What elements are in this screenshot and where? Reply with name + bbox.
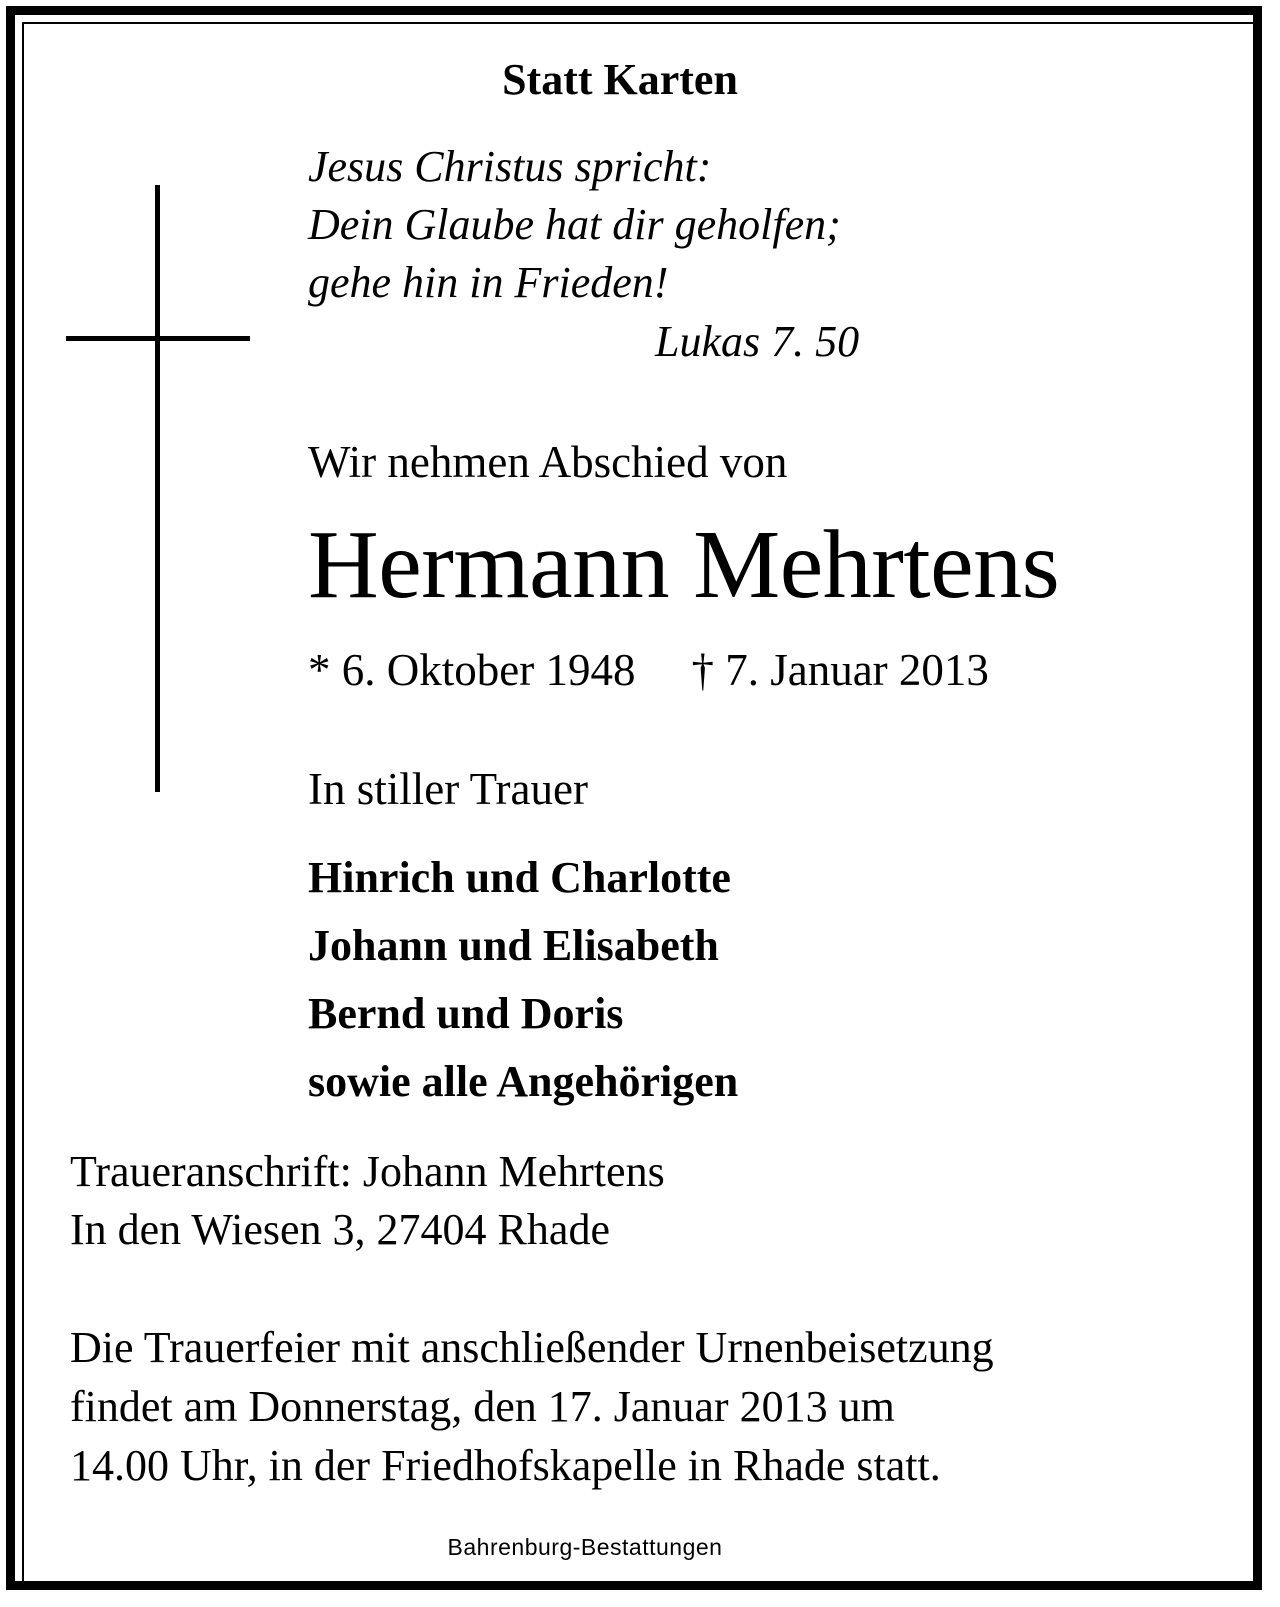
service-line: Die Trauerfeier mit anschließender Urnenbeisetzung (70, 1323, 994, 1372)
verse-line: Dein Glaube hat dir geholfen; (308, 200, 841, 249)
mourner-item: Bernd und Doris (308, 989, 624, 1038)
life-dates (308, 645, 989, 695)
cross-vertical-bar (155, 185, 160, 792)
verse-reference: Lukas 7. 50 (655, 317, 860, 366)
mourning-line: In stiller Trauer (308, 764, 588, 814)
birth-date: * 6. Oktober 1948 (308, 645, 636, 695)
verse-line: gehe hin in Frieden! (308, 258, 669, 307)
cross-horizontal-bar (66, 336, 250, 341)
address-line: Traueranschrift: Johann Mehrtens (70, 1147, 665, 1196)
death-date: † 7. Januar 2013 (691, 645, 989, 695)
verse-line: Jesus Christus spricht: (308, 142, 712, 191)
service-line: findet am Donnerstag, den 17. Januar 2013 um (70, 1382, 895, 1431)
notice-header: Statt Karten (502, 55, 738, 104)
farewell-intro: Wir nehmen Abschied von (308, 437, 788, 487)
service-line: 14.00 Uhr, in der Friedhofskapelle in Rhade statt. (70, 1441, 941, 1490)
funeral-home-credit: Bahrenburg-Bestattungen (447, 1534, 723, 1560)
mourner-item: Johann und Elisabeth (308, 921, 719, 970)
deceased-name: Hermann Mehrtens (308, 511, 1060, 619)
mourner-item: Hinrich und Charlotte (308, 853, 731, 902)
address-line: In den Wiesen 3, 27404 Rhade (70, 1205, 610, 1254)
mourner-item: sowie alle Angehörigen (308, 1057, 739, 1106)
